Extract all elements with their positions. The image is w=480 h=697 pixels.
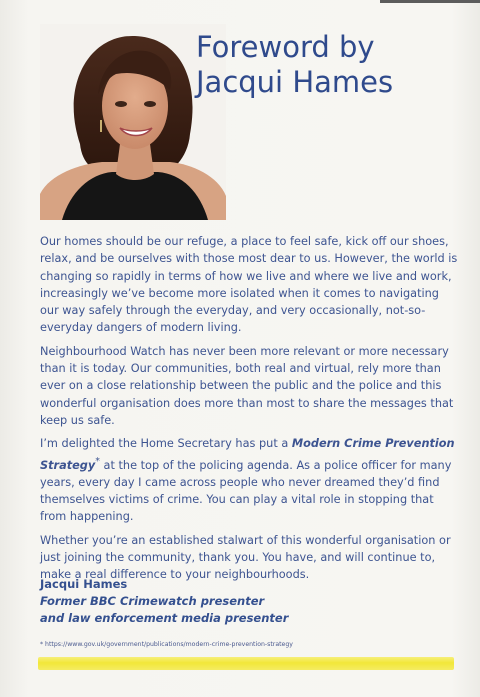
paragraph-3-end: at the top of the policing agenda. As a police officer for many years, every day I came across people who never dreamed they’d find themselves victims of crime. You can play a vital role in stopping that from happening. [40,458,452,524]
signature-role-line-2: and law enforcement media presenter [40,611,289,625]
page-title [196,30,456,100]
paragraph-3 [40,435,458,525]
paragraph-4: Whether you’re an established stalwart of this wonderful organisation or just joining the community, thank you. You have, and will continue to, make a real difference to your neighbourhoods. [40,533,451,582]
page-top-edge [380,0,480,3]
paragraph-2: Neighbourhood Watch has never been more relevant or more necessary than it is today. Our communities, both real and virtual, rely more than ever on a close relationship between the public and the police and this wonderful organisation does more than most to share the messages that keep us safe. [40,344,454,427]
footnote-marker: * [95,455,100,467]
signature-role-line-1: Former BBC Crimewatch presenter [40,594,265,608]
foreword-body [40,233,458,589]
strategy-title-emphasis: Modern Crime Prevention Strategy [40,437,455,472]
signature-block [40,576,288,627]
signature-name: Jacqui Hames [40,577,128,591]
paragraph-1: Our homes should be our refuge, a place to feel safe, kick off our shoes, relax, and be ourselves with those most dear to us. However, the world is changing so rapidly in terms of how we live and where we live and work, increasingly we’ve become more isolated when it comes to navigating our way safely through the everyday, and very occasionally, not-so-everyday dangers of modern living. [40,235,458,335]
yellow-accent-bar [38,657,454,670]
footnote-url: * https://www.gov.uk/government/publications/modern-crime-prevention-strategy [40,641,293,648]
paragraph-3-start: I’m delighted the Home Secretary has put a [40,437,292,451]
title-line-2: Jacqui Hames [196,65,394,99]
title-line-1: Foreword by [196,30,375,64]
